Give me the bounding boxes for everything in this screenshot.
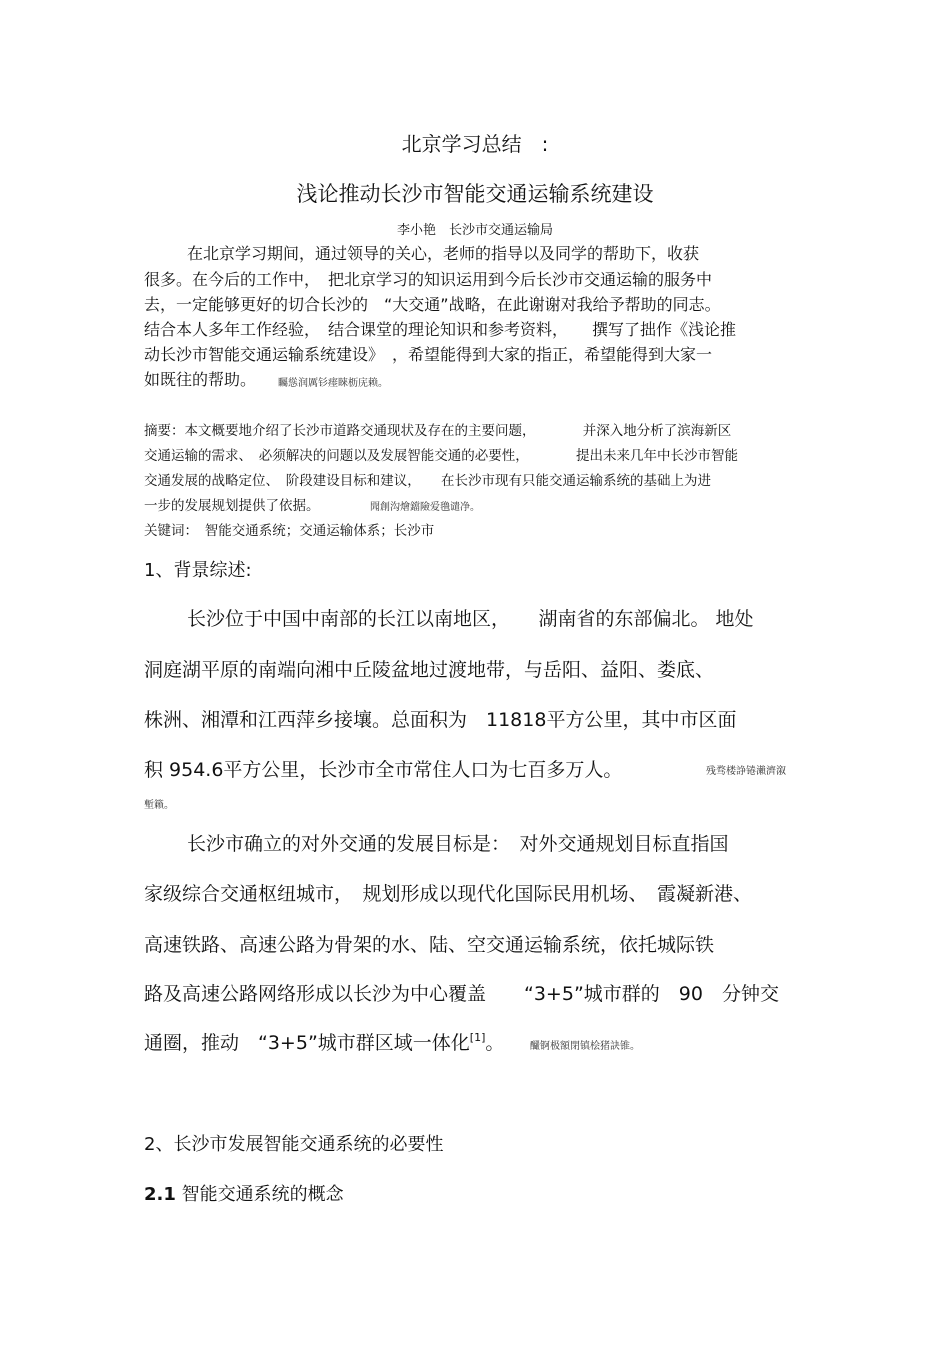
abstract-line: 摘要：本文概要地介绍了长沙市道路交通现状及存在的主要问题， 并深入地分析了滨海新区 bbox=[144, 423, 732, 439]
intro-line: 动长沙市智能交通运输系统建设》 ，希望能得到大家的指正，希望能得到大家一 bbox=[144, 345, 713, 364]
body-line: 家级综合交通枢纽城市， 规划形成以现代化国际民用机场、 霞凝新港、 bbox=[144, 883, 753, 905]
section-heading: 2、长沙市发展智能交通系统的必要性 bbox=[144, 1134, 444, 1155]
citation-ref[interactable]: [1] bbox=[469, 1031, 486, 1044]
document-subtitle: 浅论推动长沙市智能交通运输系统建设 bbox=[296, 182, 654, 206]
body-line: 积 954.6平方公里，长沙市全市常住人口为七百多万人。 bbox=[144, 759, 623, 781]
section-heading bbox=[144, 556, 252, 582]
intro-line: 在北京学习期间，通过领导的关心，老师的指导以及同学的帮助下，收获 bbox=[187, 244, 700, 263]
intro-line: 去，一定能够更好的切合长沙的 “大交通”战略，在此谢谢对我给予帮助的同志。 bbox=[144, 295, 721, 314]
section-heading-text: 1、背景综述: bbox=[144, 560, 252, 581]
intro-line: 很多。在今后的工作中， 把北京学习的知识运用到今后长沙市交通运输的服务中 bbox=[144, 270, 713, 289]
body-line: 长沙市确立的对外交通的发展目标是： 对外交通规划目标直指国 bbox=[187, 833, 729, 855]
body-line: 株洲、湘潭和江西萍乡接壤。总面积为 11818平方公里，其中市区面 bbox=[144, 709, 737, 731]
body-line: 长沙位于中国中南部的长江以南地区， 湖南省的东部偏北。 地处 bbox=[187, 608, 754, 630]
subsection-heading bbox=[144, 1180, 344, 1206]
intro-line: 结合本人多年工作经验， 结合课堂的理论知识和参考资料， 撰写了拙作《浅论推 bbox=[144, 320, 737, 339]
body-line: 洞庭湖平原的南端向湘中丘陵盆地过渡地带，与岳阳、益阳、娄底、 bbox=[144, 659, 715, 681]
abstract-line: 一步的发展规划提供了依据。 bbox=[144, 498, 320, 514]
subsection-title: 智能交通系统的概念 bbox=[181, 1184, 344, 1205]
noise-text: 塹籟。 bbox=[144, 800, 174, 811]
noise-text: 釅锕极額閉镇桧猪訣锥。 bbox=[530, 1041, 640, 1052]
noise-text: 残骛楼諍锩瀨濟溆 bbox=[706, 766, 786, 777]
noise-text: 聞創沟燴鐺險爱氇谴净。 bbox=[370, 502, 480, 513]
author-line: 李小艳 长沙市交通运输局 bbox=[396, 223, 553, 238]
intro-line: 如既往的帮助。 bbox=[144, 370, 257, 389]
abstract-line: 交通发展的战略定位、 阶段建设目标和建议， 在长沙市现有只能交通运输系统的基础上为进 bbox=[144, 473, 711, 489]
keywords-line: 关键词： 智能交通系统；交通运输体系；长沙市 bbox=[144, 523, 435, 539]
noise-text: 矚慫润厲钐瘗睞枥庑赖。 bbox=[278, 378, 388, 389]
body-text: 通圈，推动 “3+5”城市群区域一体化 bbox=[144, 1032, 470, 1054]
document-title: 北京学习总结 : bbox=[401, 132, 549, 156]
body-line bbox=[144, 1028, 504, 1055]
abstract-line: 交通运输的需求、 必须解决的问题以及发展智能交通的必要性， 提出未来几年中长沙市智能 bbox=[144, 448, 738, 464]
body-text: 。 bbox=[485, 1032, 505, 1054]
body-line: 路及高速公路网络形成以长沙为中心覆盖 “3+5”城市群的 90 分钟交 bbox=[144, 983, 779, 1005]
body-line: 高速铁路、高速公路为骨架的水、陆、空交通运输系统，依托城际铁 bbox=[144, 934, 715, 956]
subsection-number: 2.1 bbox=[144, 1184, 176, 1205]
